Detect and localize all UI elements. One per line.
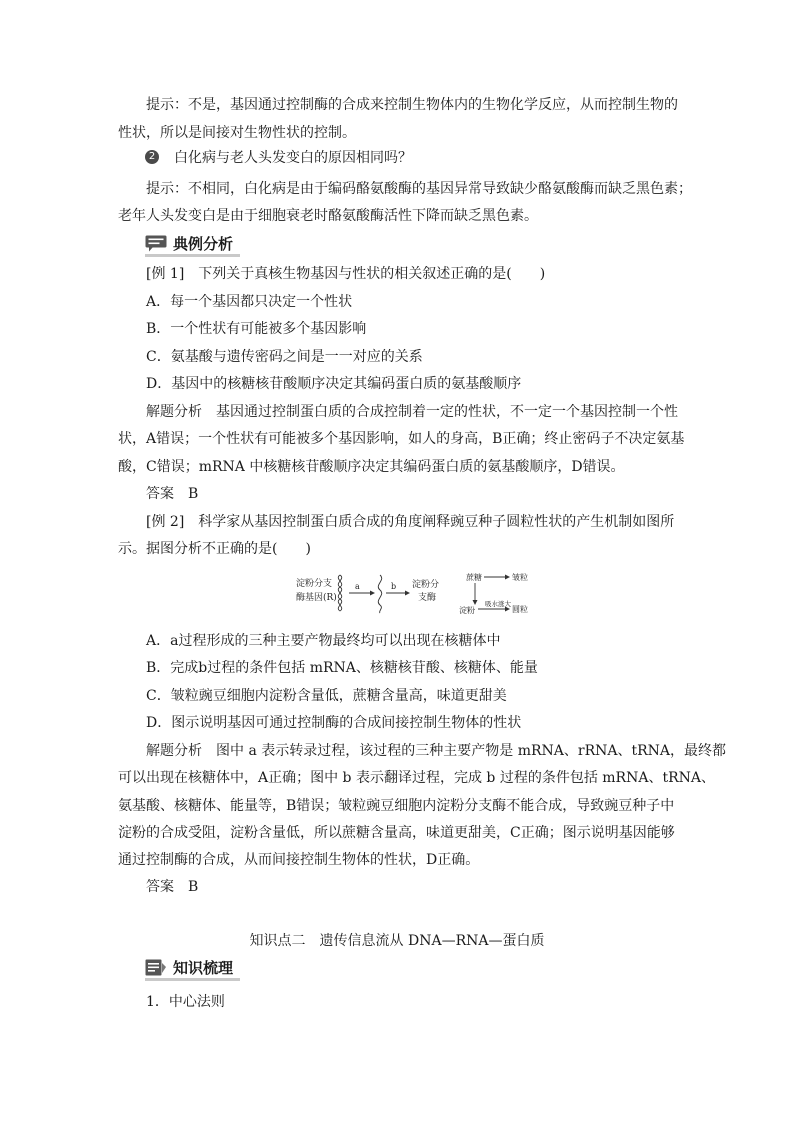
- answer-label: 答案: [146, 486, 174, 502]
- analysis-line: [146, 403, 678, 421]
- arrowhead: [473, 600, 478, 605]
- mrna-icon: [378, 575, 381, 613]
- answer-line: [146, 878, 198, 896]
- dna-helix-icon: [338, 575, 341, 611]
- question-number-badge: 2: [145, 150, 159, 164]
- process-a-label: a: [355, 582, 360, 591]
- gene-label: 酶基因(R): [296, 593, 337, 603]
- chat-bubble-icon: [145, 235, 167, 252]
- option-a: A．a过程形成的三种主要产物最终均可以出现在核糖体中: [146, 633, 501, 649]
- analysis-text: 状，A错误；一个性状有可能被多个基因影响，如人的身高，B正确；终止密码子不决定氨基: [118, 431, 685, 447]
- analysis-text: 氨基酸、核糖体、能量等，B错误；皱粒豌豆细胞内淀粉分支酶不能合成，导致豌豆种子中: [118, 798, 675, 814]
- knowledge-point-title: 知识点二 遗传信息流从 DNA—RNA—蛋白质: [249, 933, 545, 949]
- option-c: C．氨基酸与遗传密码之间是一一对应的关系: [146, 349, 423, 365]
- section-underline: [145, 978, 240, 981]
- gene-label: 淀粉分支: [296, 579, 333, 589]
- analysis-label: 解题分析: [146, 743, 202, 759]
- absorb-label: 吸水涨大: [485, 600, 511, 608]
- list-item: 1．中心法则: [146, 994, 225, 1010]
- option-d: D．图示说明基因可通过控制酶的合成间接控制生物体的性状: [146, 715, 522, 731]
- option-a: A．每一个基因都只决定一个性状: [146, 294, 353, 310]
- section-underline: [145, 254, 240, 257]
- example-stem: [例 1] 下列关于真核生物基因与性状的相关叙述正确的是( ): [146, 266, 546, 282]
- hint-text: 老年人头发变白是由于细胞衰老时酪氨酸酶活性下降而缺乏黑色素。: [118, 208, 538, 224]
- analysis-text: 淀粉的合成受阻，淀粉含量低，所以蔗糖含量高，味道更甜美，C正确；图示说明基因能够: [118, 825, 675, 841]
- example-stem: 示。据图分析不正确的是( ): [118, 541, 311, 557]
- answer-line: [146, 485, 198, 503]
- section-title: 知识梳理: [173, 959, 234, 977]
- option-c: C．皱粒豌豆细胞内淀粉含量低，蔗糖含量高，味道更甜美: [146, 688, 507, 704]
- notebook-icon: [145, 959, 167, 976]
- enzyme-label: 淀粉分: [412, 580, 440, 590]
- analysis-text: 通过控制酶的合成，从而间接控制生物体的性状，D正确。: [118, 852, 480, 868]
- option-b: B．一个性状有可能被多个基因影响: [146, 321, 367, 337]
- analysis-text: 基因通过控制蛋白质的合成控制着一定的性状，不一定一个基因控制一个性: [216, 404, 678, 420]
- enzyme-label: 支酶: [418, 593, 437, 603]
- arrowhead: [370, 591, 375, 596]
- analysis-text: 酸，C错误；mRNA 中核糖核苷酸顺序决定其编码蛋白质的氨基酸顺序，D错误。: [118, 459, 625, 475]
- hint-text: 提示：不是，基因通过控制酶的合成来控制生物体内的生物化学反应，从而控制生物的: [146, 97, 678, 113]
- hint-text: 性状，所以是间接对生物性状的控制。: [118, 125, 356, 141]
- round-label: 圆粒: [512, 605, 528, 614]
- section-title: 典例分析: [173, 235, 234, 253]
- question-text: 白化病与老人头发变白的原因相同吗？: [174, 150, 412, 166]
- analysis-text: 图中 a 表示转录过程，该过程的三种主要产物是 mRNA、rRNA、tRNA，最终都: [216, 743, 726, 759]
- option-b: B．完成b过程的条件包括 mRNA、核糖核苷酸、核糖体、能量: [146, 660, 538, 676]
- answer-value: B: [188, 879, 199, 895]
- arrowhead: [505, 575, 510, 580]
- example-stem: [例 2] 科学家从基因控制蛋白质合成的角度阐释豌豆种子圆粒性状的产生机制如图所: [146, 514, 675, 530]
- gene-expression-diagram: [294, 569, 534, 617]
- answer-value: B: [188, 486, 199, 502]
- arrowhead: [405, 591, 410, 596]
- starch-label: 淀粉: [459, 606, 475, 615]
- answer-label: 答案: [146, 879, 174, 895]
- analysis-label: 解题分析: [146, 404, 202, 420]
- hint-text: 提示：不相同，白化病是由于编码酪氨酸酶的基因异常导致缺少酪氨酸酶而缺乏黑色素；: [146, 181, 692, 197]
- sucrose-label: 蔗糖: [466, 573, 482, 582]
- analysis-text: 可以出现在核糖体中，A正确；图中 b 表示翻译过程，完成 b 过程的条件包括 mRNA、tRNA、: [118, 770, 715, 786]
- analysis-line: [146, 742, 726, 760]
- process-b-label: b: [391, 582, 397, 591]
- wrinkled-label: 皱粒: [512, 573, 528, 582]
- option-d: D．基因中的核糖核苷酸顺序决定其编码蛋白质的氨基酸顺序: [146, 376, 522, 392]
